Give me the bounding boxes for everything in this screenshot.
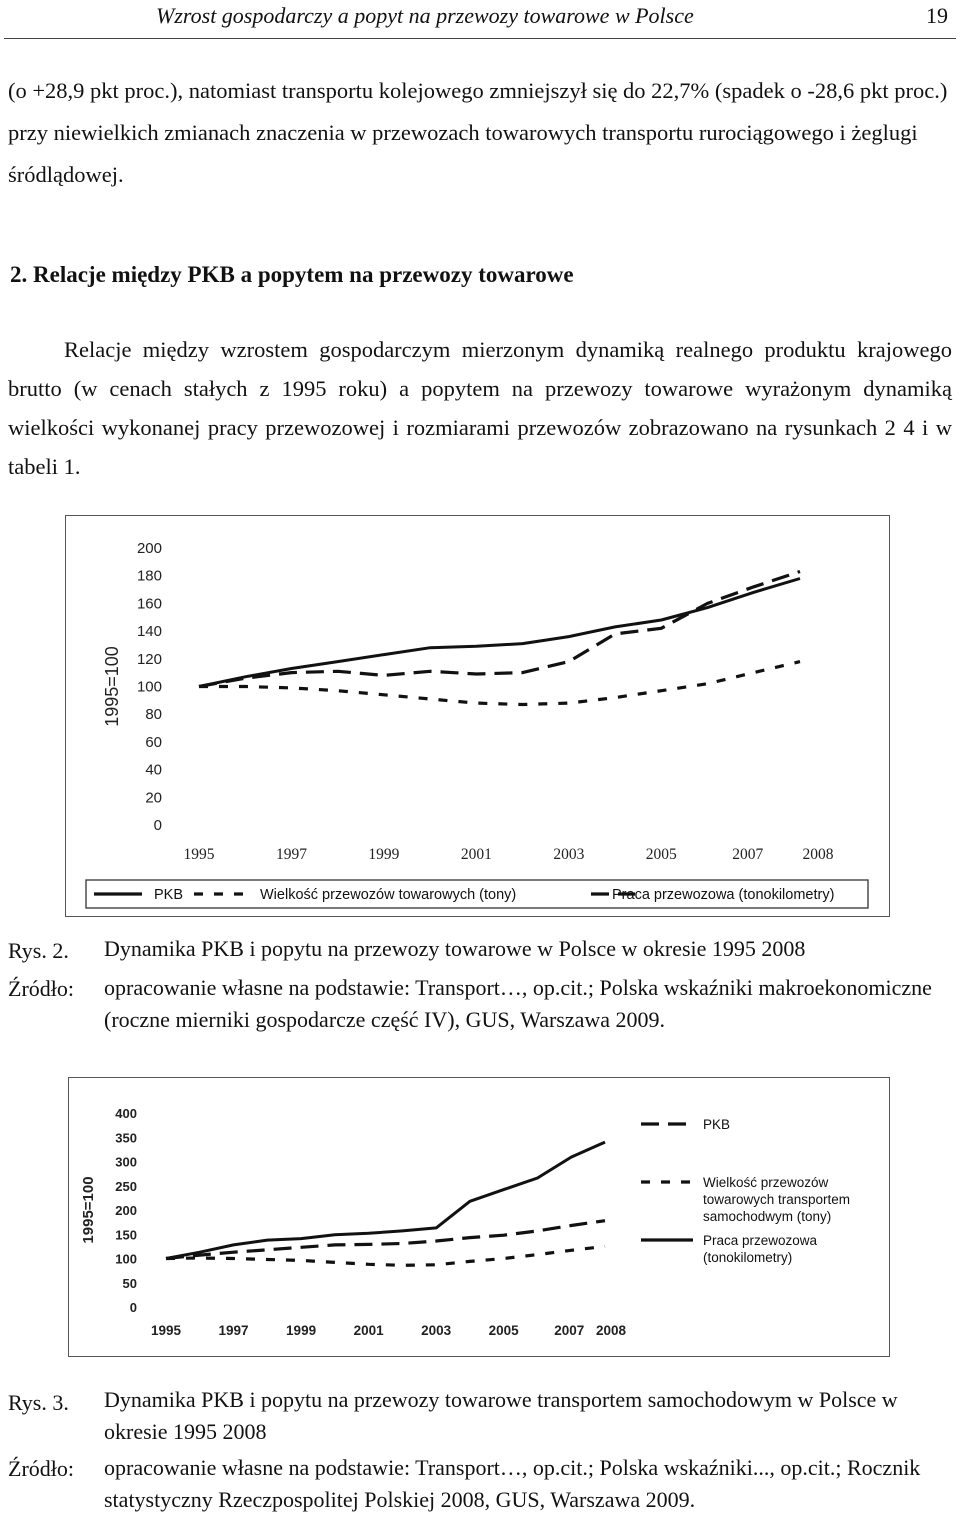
x-tick-label: 1995 <box>150 1323 182 1338</box>
legend-label-3: Praca przewozowa (tonokilometry) <box>612 887 835 903</box>
figure-2-caption: Dynamika PKB i popytu na przewozy towarowe w Polsce w okresie 1995 2008 <box>104 936 806 961</box>
figure-3-caption-label: Rys. 3. <box>8 1390 69 1415</box>
x-tick-label: 2005 <box>488 1323 519 1338</box>
x-tick-label: 2007 <box>732 846 764 863</box>
y-axis-label: 1995=100 <box>80 1176 97 1244</box>
y-tick-label: 120 <box>136 650 162 668</box>
x-tick-label: 2005 <box>645 846 677 863</box>
series-line-1 <box>166 1221 605 1259</box>
x-tick-label: 1995 <box>183 846 215 863</box>
y-tick-label: 100 <box>136 678 162 696</box>
y-tick-label: 0 <box>153 817 162 834</box>
y-axis-label: 1995=100 <box>102 646 122 727</box>
y-tick-label: 250 <box>115 1178 137 1194</box>
x-tick-label: 1999 <box>286 1323 317 1338</box>
x-tick-label: 1997 <box>218 1323 249 1338</box>
legend-label-3: Praca przewozowa (tonokilometry) <box>703 1233 818 1265</box>
legend-label-1: PKB <box>154 887 184 903</box>
x-tick-label: 2001 <box>460 846 492 863</box>
figure-3-svg <box>69 1078 889 1356</box>
y-tick-label: 200 <box>115 1203 137 1218</box>
y-tick-label: 100 <box>115 1251 137 1267</box>
x-tick-label: 2001 <box>353 1323 384 1338</box>
x-tick-label: 1997 <box>275 846 307 863</box>
x-tick-label: 2003 <box>553 846 585 863</box>
y-tick-label: 140 <box>136 623 162 641</box>
y-tick-label: 50 <box>122 1275 137 1291</box>
series-line-2 <box>166 1246 605 1265</box>
x-tick-label: 2003 <box>421 1323 452 1338</box>
y-tick-label: 200 <box>136 540 162 557</box>
y-tick-label: 40 <box>145 761 162 779</box>
figure-2-chart <box>65 515 890 917</box>
figure-3-chart <box>68 1077 890 1357</box>
legend-label-2: Wielkość przewozów towarowych transportem samochodwym (tony) <box>703 1175 851 1224</box>
figure-3-source-label: Źródło: <box>8 1456 74 1481</box>
figure-3-source: opracowanie własne na podstawie: Transport…, op.cit.; Polska wskaźniki..., op.cit.; Rocznik statystyczny Rzeczpospolitej Polskiej 2008, GUS, Warszawa 2009. <box>104 1455 921 1512</box>
y-tick-label: 60 <box>145 733 162 751</box>
page-number: 19 <box>926 3 948 28</box>
series-line-3 <box>166 1142 605 1258</box>
running-header <box>4 0 956 39</box>
paragraph-1: (o +28,9 pkt proc.), natomiast transportu kolejowego zmniejszył się do 22,7% (spadek o -28,6 pkt proc.) przy niewielkich zmianach znaczenia w przewozach towarowych transportu rurociągowego i żeglugi śródlądowej. <box>8 78 948 187</box>
y-tick-label: 20 <box>145 789 162 807</box>
legend-label-1: PKB <box>703 1117 731 1132</box>
figure-2-source: opracowanie własne na podstawie: Transport…, op.cit.; Polska wskaźniki makroekonomiczne (roczne mierniki gospodarcze część IV), GUS, Warszawa 2009. <box>104 975 932 1032</box>
y-tick-label: 300 <box>115 1154 137 1170</box>
y-tick-label: 0 <box>129 1300 137 1315</box>
figure-2-source-label: Źródło: <box>8 976 74 1001</box>
paragraph-2: Relacje między wzrostem gospodarczym mierzonym dynamiką realnego produktu krajowego brutto (w cenach stałych z 1995 roku) a popytem na przewozy towarowe wyrażonym dynamiką wielkości wykonanej pracy przewozowej i rozmiarami przewozów zobrazowano na rysunkach 2 4 i w tabeli 1. <box>8 337 952 479</box>
y-tick-label: 350 <box>115 1130 137 1146</box>
x-tick-label: 2008 <box>595 1323 627 1338</box>
x-tick-label: 2008 <box>802 846 834 863</box>
x-tick-label: 2007 <box>554 1323 585 1338</box>
y-tick-label: 180 <box>136 567 162 585</box>
figure-2-caption-label: Rys. 2. <box>8 938 69 963</box>
series-line-1 <box>199 579 800 687</box>
legend-label-2: Wielkość przewozów towarowych (tony) <box>260 887 517 903</box>
figure-2-svg <box>66 516 889 916</box>
y-tick-label: 80 <box>145 706 162 724</box>
figure-3-caption: Dynamika PKB i popytu na przewozy towarowe transportem samochodowym w Polsce w okresie 1995 2008 <box>104 1387 898 1444</box>
x-tick-label: 1999 <box>368 846 400 863</box>
section-heading: 2. Relacje między PKB a popytem na przewozy towarowe <box>10 262 574 287</box>
running-header-title: Wzrost gospodarczy a popyt na przewozy towarowe w Polsce <box>156 3 694 28</box>
y-tick-label: 150 <box>115 1227 137 1243</box>
y-tick-label: 400 <box>115 1106 137 1121</box>
y-tick-label: 160 <box>136 595 162 613</box>
